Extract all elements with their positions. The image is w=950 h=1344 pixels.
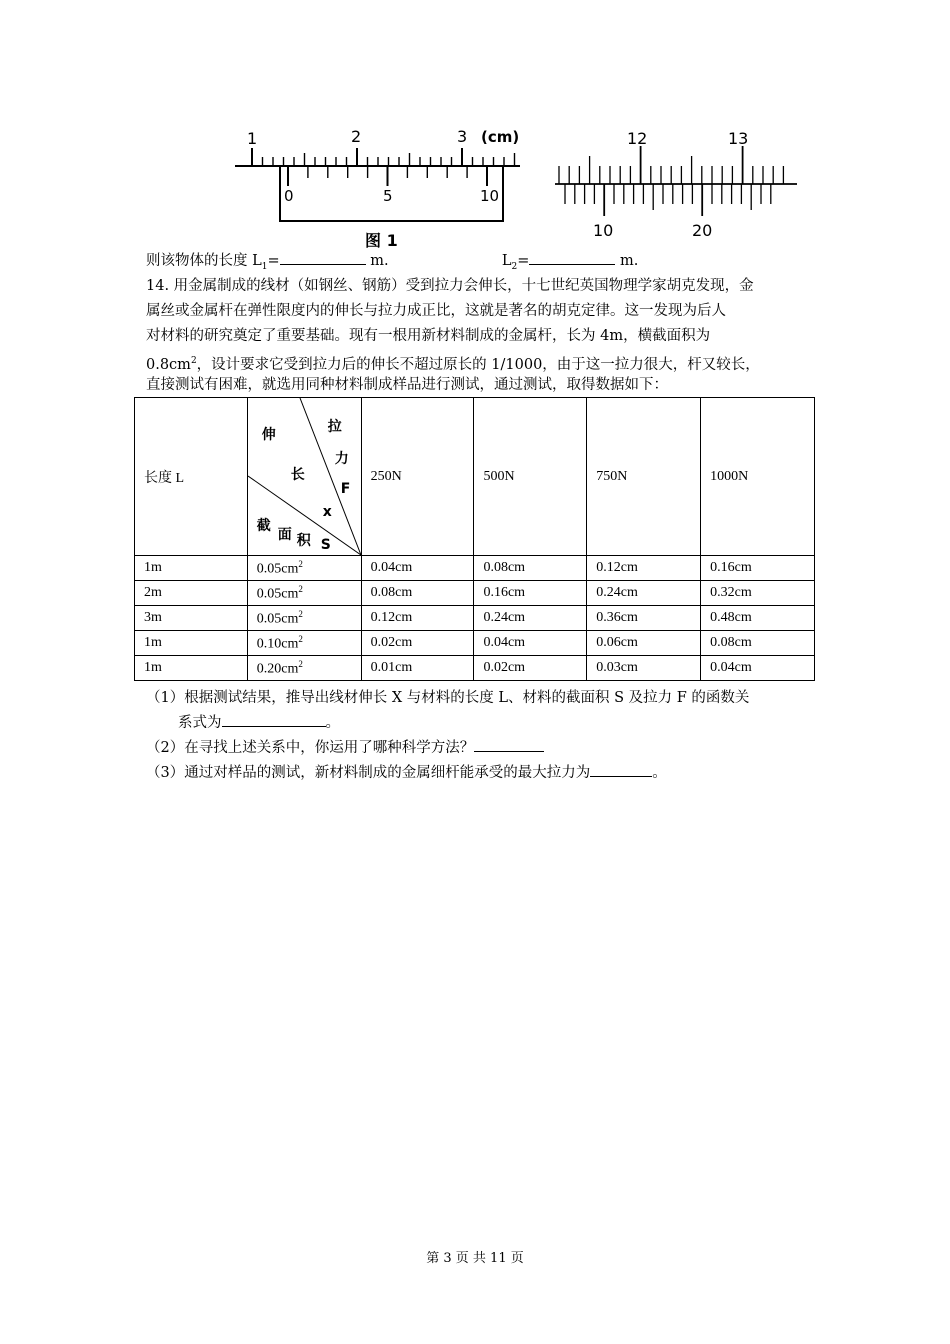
row-value: 0.08cm [361,581,474,606]
row-length: 1m [135,556,248,581]
row-area: $0.20cm^2$ [247,656,361,681]
subq-1-blank [222,711,326,727]
row-length: 2m [135,581,248,606]
row-area: $0.05cm^2$ [247,556,361,581]
unit-label: (cm) [481,128,520,146]
row-area: $0.05cm^2$ [247,581,361,606]
row-value: 0.03cm [587,656,701,681]
main-label-13: 13 [728,129,749,148]
row-length: 1m [135,631,248,656]
row-value: 0.48cm [701,606,815,631]
diag-li: 力 [334,451,349,467]
vernier-label-5: 5 [383,187,393,205]
row-length: 1m [135,656,248,681]
row-value: 0.24cm [474,606,587,631]
q14-area: 0.8cm [146,356,191,373]
q14-line-4-rest: ，设计要求它受到拉力后的伸长不超过原长的 1/1000，由于这一拉力很大，杆又较长， [196,356,760,373]
row-value: 0.24cm [587,581,701,606]
row-value: 0.06cm [587,631,701,656]
row-value: 0.04cm [474,631,587,656]
vernier-label-10: 10 [480,187,500,205]
subq-1-text: 系式为 [178,715,222,731]
force-header-750: 750N [587,398,701,556]
diag-jie: 截 [256,518,271,534]
table-row [135,656,815,681]
q14-line-3: 对材料的研究奠定了重要基础。现有一根用新材料制成的金属杆，长为 4m，横截面积为 [146,328,711,344]
row-area: $0.10cm^2$ [247,631,361,656]
subq-2-blank [474,736,544,752]
data-table [134,397,815,681]
subq-2-text: （2）在寻找上述关系中，你运用了哪种科学方法？ [146,740,475,756]
row-value: 0.02cm [474,656,587,681]
l1-sub: 1 [261,261,268,272]
table-row [135,581,815,606]
row-value: 0.36cm [587,606,701,631]
length-header: 长度 L [135,398,248,556]
row-value: 0.04cm [701,656,815,681]
force-header-250: 250N [361,398,474,556]
main-label-12: 12 [627,129,648,148]
diag-shen: 伸 [261,427,276,443]
vernier-ticks-1 [288,166,487,186]
table-row [135,631,815,656]
l2-blank [529,249,615,265]
scale-ticks-2 [559,146,783,216]
row-value: 0.16cm [701,556,815,581]
main-scale-ticks-1 [252,148,515,166]
subq-1-line-2 [178,711,340,735]
vernier-label-10b: 10 [593,221,614,240]
row-value: 0.01cm [361,656,474,681]
row-value: 0.08cm [474,556,587,581]
main-label-1: 1 [247,129,258,148]
diag-la: 拉 [327,419,342,435]
figure-1 [225,120,815,255]
subq-3-blank [590,761,652,777]
table-row [135,556,815,581]
l2-suffix: m. [619,253,639,269]
diag-x: x [322,504,332,520]
l1-suffix: m. [370,253,389,269]
vernier-label-20: 20 [692,221,713,240]
row-value: 0.32cm [701,581,815,606]
l1-prefix: 则该物体的长度 L [146,253,262,269]
subq-2 [146,736,544,760]
l2-prefix: L [501,253,512,269]
subq-3-text: （3）通过对样品的测试，新材料制成的金属细杆能承受的最大拉力为 [146,765,591,781]
q14-line-5: 直接测试有困难，就选用同种材料制成样品进行测试，通过测试，取得数据如下： [146,377,668,393]
q14-line-1: 14. 用金属制成的线材（如钢丝、钢筋）受到拉力会伸长，十七世纪英国物理学家胡克发现，金 [146,278,754,294]
l2-sub: 2 [511,261,518,272]
q14-line-2: 属丝或金属杆在弹性限度内的伸长与拉力成正比，这就是著名的胡克定律。这一发现为后人 [146,303,726,319]
row-area: $0.05cm^2$ [247,606,361,631]
table-row [135,606,815,631]
main-label-3: 3 [457,127,468,146]
figure-caption: 图 1 [365,231,398,250]
subq-3-end: 。 [652,765,667,781]
q14-area-exp: 2 [190,356,197,366]
row-value: 0.04cm [361,556,474,581]
diagonal-header-cell [247,398,361,556]
subq-1-line-1: （1）根据测试结果，推导出线材伸长 X 与材料的长度 L、材料的截面积 S 及拉力 F 的函数关 [146,690,750,706]
subq-1-end: 。 [325,715,340,731]
table-header-row [135,398,815,556]
row-length: 3m [135,606,248,631]
main-label-2: 2 [351,127,362,146]
row-value: 0.02cm [361,631,474,656]
answer-line: 则该物体的长度 $L_1= m$. $L_2= m$. [146,249,638,279]
row-value: 0.12cm [361,606,474,631]
page-footer: 第 3 页 共 11 页 [426,1251,524,1266]
force-header-500: 500N [474,398,587,556]
subq-3 [146,761,667,785]
force-header-1000: 1000N [701,398,815,556]
vernier-figure [225,120,815,255]
diag-mian: 面 [277,527,292,543]
vernier-label-0: 0 [284,187,294,205]
diag-chang: 长 [290,467,305,483]
l1-blank [280,249,366,265]
diag-F: F [340,481,351,497]
row-value: 0.08cm [701,631,815,656]
row-value: 0.16cm [474,581,587,606]
diag-S: S [320,537,331,553]
row-value: 0.12cm [587,556,701,581]
diag-ji: 积 [296,533,311,549]
